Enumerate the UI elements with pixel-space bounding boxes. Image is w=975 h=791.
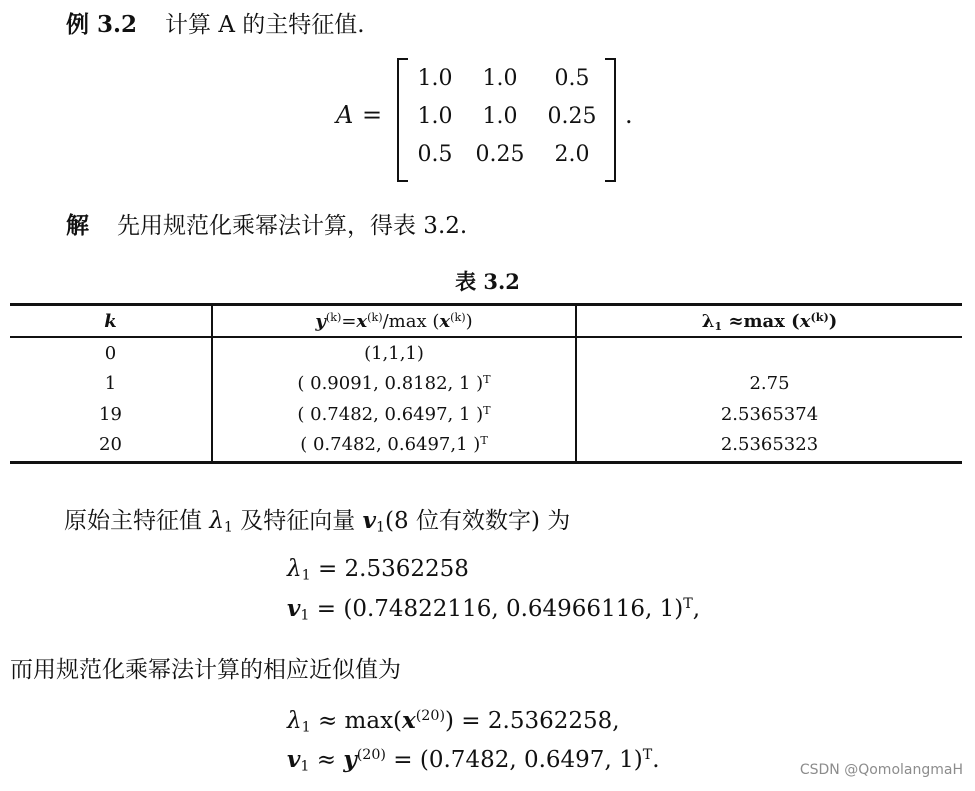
table-header-k: k — [104, 311, 117, 332]
table-row-y: ( 0.7482, 0.6497,1 )$^T$ — [300, 433, 488, 455]
solution-text: 先用规范化乘幂法计算，得表 3.2. — [117, 213, 468, 239]
matrix-symbol: A — [336, 101, 354, 129]
example-label: 例 3.2 — [66, 11, 138, 38]
table-row-y: ( 0.7482, 0.6497, 1 )$^T$ — [297, 403, 491, 425]
matrix-cell: 1.0 — [417, 104, 453, 129]
matrix-cell: 2.0 — [554, 142, 590, 167]
example-text: 计算 A 的主特征值. — [165, 12, 365, 38]
paragraph-eigen-intro: 原始主特征值 $\lambda_1$ 及特征向量 $v_1(8$ 位有效数字) 为 — [64, 507, 571, 536]
watermark: CSDN @QomolangmaH — [799, 762, 963, 778]
matrix-equals: = — [362, 101, 383, 129]
equation-lambda-approx: $\lambda_1 \approx \max(x^{(20)}) = 2.5362258$, — [287, 707, 620, 736]
table-header-y: $y^{(k)}=x^{(k)}/\max$ $(x^{(k)})$ — [315, 310, 473, 332]
table-row-y: (1,1,1) — [364, 343, 424, 364]
table-top-rule — [10, 303, 962, 306]
table-row-lambda: 2.5365323 — [720, 434, 819, 455]
table-bottom-rule — [10, 461, 962, 464]
matrix-cell: 1.0 — [417, 66, 453, 91]
table-row-k: 0 — [104, 343, 117, 364]
table-row-lambda: 2.75 — [749, 373, 790, 394]
matrix-cell: 0.5 — [554, 66, 590, 91]
table-row-y: ( 0.9091, 0.8182, 1 )$^T$ — [297, 372, 491, 394]
matrix-cell: 0.25 — [475, 142, 525, 167]
example-heading — [66, 6, 365, 39]
table-row-lambda: 2.5365374 — [720, 404, 819, 425]
equation-v-approx: $v_1 \approx y^{(20)} = (0.7482$, 0.6497, 1)$^T$. — [287, 746, 660, 775]
matrix-cell: 1.0 — [482, 104, 518, 129]
equation-lambda-exact: $\lambda_1 = 2.5362258$ — [287, 556, 469, 584]
paragraph-approx-intro: 而用规范化乘幂法计算的相应近似值为 — [10, 657, 401, 683]
table-row-k: 1 — [104, 373, 117, 394]
table-row-k: 20 — [99, 434, 122, 455]
matrix-cell: 0.5 — [417, 142, 453, 167]
matrix-cell: 1.0 — [482, 66, 518, 91]
table-caption: 表 3.2 — [455, 269, 520, 294]
solution-line — [66, 207, 467, 240]
table-row-k: 19 — [99, 404, 122, 425]
table-header-lambda: $\lambda_1 \approx\max$ $(x^{(k)})$ — [701, 310, 838, 333]
matrix-cell: 0.25 — [547, 104, 597, 129]
equation-v-exact: $v_1 = (0.74822116$, 0.64966116, 1)$^T$, — [287, 595, 701, 624]
matrix-period: . — [625, 101, 633, 129]
table-header-rule — [10, 336, 962, 338]
solution-label: 解 — [66, 212, 89, 239]
